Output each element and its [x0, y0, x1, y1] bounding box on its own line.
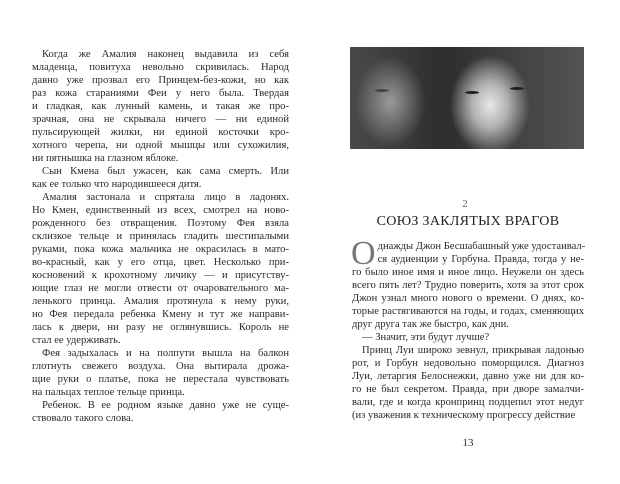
text-line: на пальцах теплое тельце принца.: [32, 387, 185, 398]
text-line: го было иное имя и иное лицо. Неужели он здесь: [352, 267, 584, 278]
right-page-text: [351, 235, 586, 422]
text-line: руками, пока кожа мальчика не окрасилась в мато-: [32, 244, 289, 255]
text-line: но Фея передала ребенка Кмену и тут же направи-: [32, 309, 289, 320]
text-line: лась к двери, ни разу не оглянувшись. Король не: [32, 322, 289, 333]
text-line: склизкое тельце и принялась гладить шестипалыми: [32, 231, 289, 242]
text-line: как ее только что народившееся дитя.: [32, 179, 202, 190]
text-line: Ребенок. В ее родном языке давно уже не суще-: [42, 400, 289, 411]
illustration-eye: [465, 91, 479, 94]
text-line: друг друга так же быстро, как дни.: [352, 319, 509, 330]
paragraph: [351, 235, 586, 331]
text-line: вали, где и когда кронпринц подцепил этот недуг: [352, 397, 584, 408]
text-line: ленького принца. Амалия протянула к нему руки,: [32, 296, 289, 307]
text-line: младенца, повитуха невольно скривилась. Народ: [32, 62, 289, 73]
right-page: [310, 0, 620, 484]
text-line: (из уважения к техническому прогрессу действие: [352, 410, 576, 421]
paragraph: [32, 165, 289, 191]
page-number: 13: [462, 437, 474, 449]
text-line: ни пятнышка на глазном яблоке.: [32, 153, 179, 164]
text-line: всего пять лет? Трудно поверить, хотя за этот срок: [352, 280, 584, 291]
text-line: стал ее удерживать.: [32, 335, 121, 346]
text-line: торые растягиваются на годы, и годах, сменяющих: [352, 306, 584, 317]
text-line: днажды Джон Бесшабашный уже удостаивал-: [377, 241, 586, 252]
text-line: Фея задыхалась и на полпути вышла на балкон: [42, 348, 289, 359]
paragraph: [352, 344, 584, 422]
text-line: Амалия застонала и спрятала лицо в ладонях.: [42, 192, 289, 203]
text-line: хотного черепа, ни одной мышцы или сухожилия,: [32, 140, 289, 151]
text-line: раз кожа стараниями Феи у него была. Твердая: [32, 88, 289, 99]
text-line: — Значит, эти будут лучше?: [362, 332, 490, 343]
text-line: ствовало такого слова.: [32, 413, 134, 424]
left-page-text: [32, 48, 289, 425]
paragraph: [32, 399, 289, 425]
chapter-title: СОЮЗ ЗАКЛЯТЫХ ВРАГОВ: [376, 214, 560, 229]
text-line: Джон узнал много нового о времени. О днях, ко-: [352, 293, 584, 304]
text-line: рот, и Горбун недовольно поморщился. Диагноз: [352, 358, 584, 369]
illustration-eye: [375, 89, 389, 92]
text-line: Но Кмен, единственный из всех, смотрел на ново-: [32, 205, 289, 216]
text-line: давно уже прозвал его Принцем-без-кожи, но как: [32, 75, 289, 86]
text-line: Когда же Амалия наконец выдавила из себя: [42, 49, 289, 60]
paragraph: [32, 48, 289, 165]
text-line: глотнуть свежего воздуха. Она вытирала дрожа-: [32, 361, 289, 372]
paragraph: [32, 191, 289, 347]
text-line: ющие глаз не могли отвести от очаровательного ма-: [32, 283, 289, 294]
text-line: Принц Луи широко зевнул, прикрывая ладонью: [362, 345, 584, 356]
text-line: зрачная, она не скрывала ничего — ни единой: [32, 114, 289, 125]
text-line: го не был секретом. Правда, при дворе замалчи-: [352, 384, 584, 395]
text-line: Луи, летаргия Белоснежки, давно уже ни для ко-: [352, 371, 584, 382]
text-line: Сын Кмена был ужасен, как сама смерть. Или: [42, 166, 289, 177]
drop-cap: О: [351, 235, 376, 272]
chapter-number: 2: [462, 198, 468, 210]
chapter-illustration: [350, 47, 584, 149]
paragraph: [32, 347, 289, 399]
text-line: и гладкая, как лунный камень, и такая же про-: [32, 101, 289, 112]
paragraph: [352, 331, 584, 344]
text-line: ся аудиенции у Горбуна. Правда, тогда у не-: [377, 254, 584, 265]
illustration-eye: [510, 87, 524, 90]
text-line: пульсирующей жилки, ни единой косточки кро-: [32, 127, 289, 138]
text-line: щие руки о платье, пока не перестала чувствовать: [32, 374, 289, 385]
text-line: во-красный, как у его отца, цвет. Несколько при-: [32, 257, 289, 268]
text-line: рожденного без отвращения. Поэтому Фея взяла: [32, 218, 289, 229]
text-line: косновений к крохотному личику — и присутству-: [32, 270, 289, 281]
